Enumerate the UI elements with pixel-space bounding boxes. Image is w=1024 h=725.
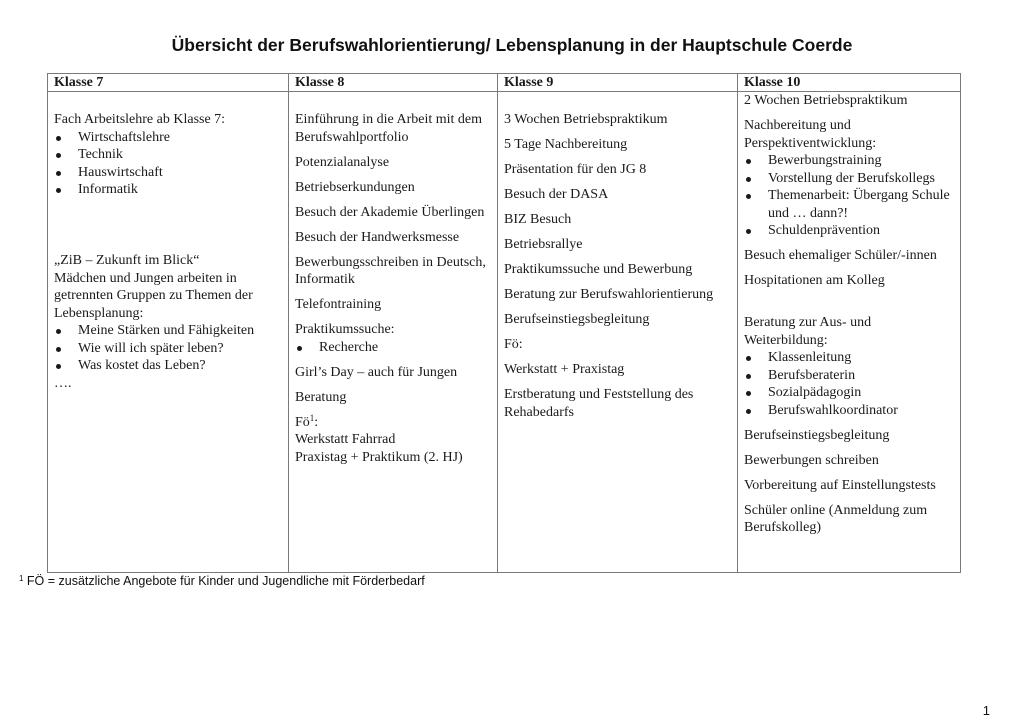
cell-klasse-10 bbox=[738, 92, 961, 573]
praktikum-list bbox=[295, 339, 491, 357]
list-item: Betriebserkundungen bbox=[295, 179, 415, 195]
cell-klasse-9 bbox=[498, 92, 738, 573]
list-item: 2 Wochen Betriebspraktikum bbox=[744, 93, 908, 108]
header-klasse-7: Klasse 7 bbox=[48, 74, 289, 92]
footnote-reference: 1 bbox=[309, 412, 315, 423]
list-item: Vorstellung der Berufskollegs bbox=[744, 170, 954, 188]
list-item: Besuch ehemaliger Schüler/-innen bbox=[744, 248, 937, 263]
list-item: Hauswirtschaft bbox=[54, 164, 282, 182]
foe-label: Fö: bbox=[504, 337, 523, 352]
cell-klasse-7 bbox=[48, 92, 289, 573]
list-item: Präsentation für den JG 8 bbox=[504, 162, 647, 177]
list-item: Erstberatung und Feststellung des Rehabedarfs bbox=[504, 387, 694, 420]
header-klasse-8: Klasse 8 bbox=[289, 74, 498, 92]
cell-klasse-8 bbox=[289, 92, 498, 573]
list-item: 5 Tage Nachbereitung bbox=[504, 137, 628, 152]
arbeitslehre-intro: Fach Arbeitslehre ab Klasse 7: bbox=[54, 112, 226, 127]
header-klasse-9: Klasse 9 bbox=[498, 74, 738, 92]
list-item: Berufseinstiegsbegleitung bbox=[744, 427, 890, 443]
list-item: Einführung in die Arbeit mit dem Berufswahlportfolio bbox=[295, 112, 483, 145]
list-item: Besuch der DASA bbox=[504, 187, 609, 202]
list-item: Telefontraining bbox=[295, 297, 382, 312]
list-item: Bewerbungsschreiben in Deutsch, Informatik bbox=[295, 254, 486, 287]
zib-topic-list bbox=[54, 322, 282, 375]
page-number: 1 bbox=[982, 703, 990, 718]
list-item: Besuch der Akademie Überlingen bbox=[295, 204, 485, 220]
zib-title: „ZiB – Zukunft im Blick“ bbox=[54, 253, 200, 268]
list-item: Berufsberaterin bbox=[744, 367, 954, 385]
overview-table bbox=[47, 73, 961, 573]
list-item: Besuch der Handwerksmesse bbox=[295, 229, 460, 245]
list-item: Wirtschaftslehre bbox=[54, 129, 282, 147]
list-item: Werkstatt Fahrrad bbox=[295, 432, 396, 447]
foe-label: $Fö^1$: bbox=[295, 412, 319, 430]
list-item: Bewerbungstraining bbox=[744, 152, 954, 170]
subject-list bbox=[54, 129, 282, 199]
table-header-row bbox=[48, 74, 961, 92]
footnote bbox=[19, 574, 425, 588]
footnote-marker: 1 bbox=[19, 574, 24, 583]
list-item: Was kostet das Leben? bbox=[54, 357, 282, 375]
nachbereitung-label: Nachbereitung und Perspektiventwicklung: bbox=[744, 118, 877, 151]
list-item: Schuldenprävention bbox=[744, 222, 954, 240]
list-item: Schüler online (Anmeldung zum Berufskolleg) bbox=[744, 502, 928, 535]
list-item: Potenzialanalyse bbox=[295, 154, 390, 170]
list-item: Sozialpädagogin bbox=[744, 384, 954, 402]
zib-text: Mädchen und Jungen arbeiten in getrennten Gruppen zu Themen der Lebensplanung: bbox=[54, 270, 253, 321]
list-item: Werkstatt + Praxistag bbox=[504, 362, 625, 377]
praktikum-label: Praktikumssuche: bbox=[295, 322, 395, 337]
list-item: 3 Wochen Betriebspraktikum bbox=[504, 112, 668, 127]
list-item: Recherche bbox=[295, 339, 491, 357]
list-item: Betriebsrallye bbox=[504, 237, 583, 252]
list-item: Bewerbungen schreiben bbox=[744, 452, 879, 468]
nachbereitung-list bbox=[744, 152, 954, 240]
list-item: Praktikumssuche und Bewerbung bbox=[504, 262, 693, 277]
list-item: Wie will ich später leben? bbox=[54, 340, 282, 358]
list-item: Hospitationen am Kolleg bbox=[744, 273, 885, 288]
list-item: Berufseinstiegsbegleitung bbox=[504, 312, 650, 327]
beratung-label: Beratung zur Aus- und Weiterbildung: bbox=[744, 315, 872, 348]
header-klasse-10: Klasse 10 bbox=[738, 74, 961, 92]
table-row bbox=[48, 92, 961, 573]
list-item: Technik bbox=[54, 146, 282, 164]
list-item: Beratung bbox=[295, 389, 347, 405]
document-title: Übersicht der Berufswahlorientierung/ Lebensplanung in der Hauptschule Coerde bbox=[171, 35, 853, 55]
list-item: Themenarbeit: Übergang Schule und … dann?! bbox=[744, 187, 954, 222]
list-item: Girl’s Day – auch für Jungen bbox=[295, 364, 458, 380]
list-item: Praxistag + Praktikum (2. HJ) bbox=[295, 449, 463, 465]
ellipsis: …. bbox=[54, 375, 72, 391]
list-item: Informatik bbox=[54, 181, 282, 199]
list-item: BIZ Besuch bbox=[504, 212, 572, 227]
list-item: Beratung zur Berufswahlorientierung bbox=[504, 287, 714, 302]
beratung-list bbox=[744, 349, 954, 419]
list-item: Vorbereitung auf Einstellungstests bbox=[744, 477, 936, 493]
footnote-text: FÖ = zusätzliche Angebote für Kinder und Jugendliche mit Förderbedarf bbox=[23, 574, 425, 588]
list-item: Meine Stärken und Fähigkeiten bbox=[54, 322, 282, 340]
list-item: Klassenleitung bbox=[744, 349, 954, 367]
list-item: Berufswahlkoordinator bbox=[744, 402, 954, 420]
